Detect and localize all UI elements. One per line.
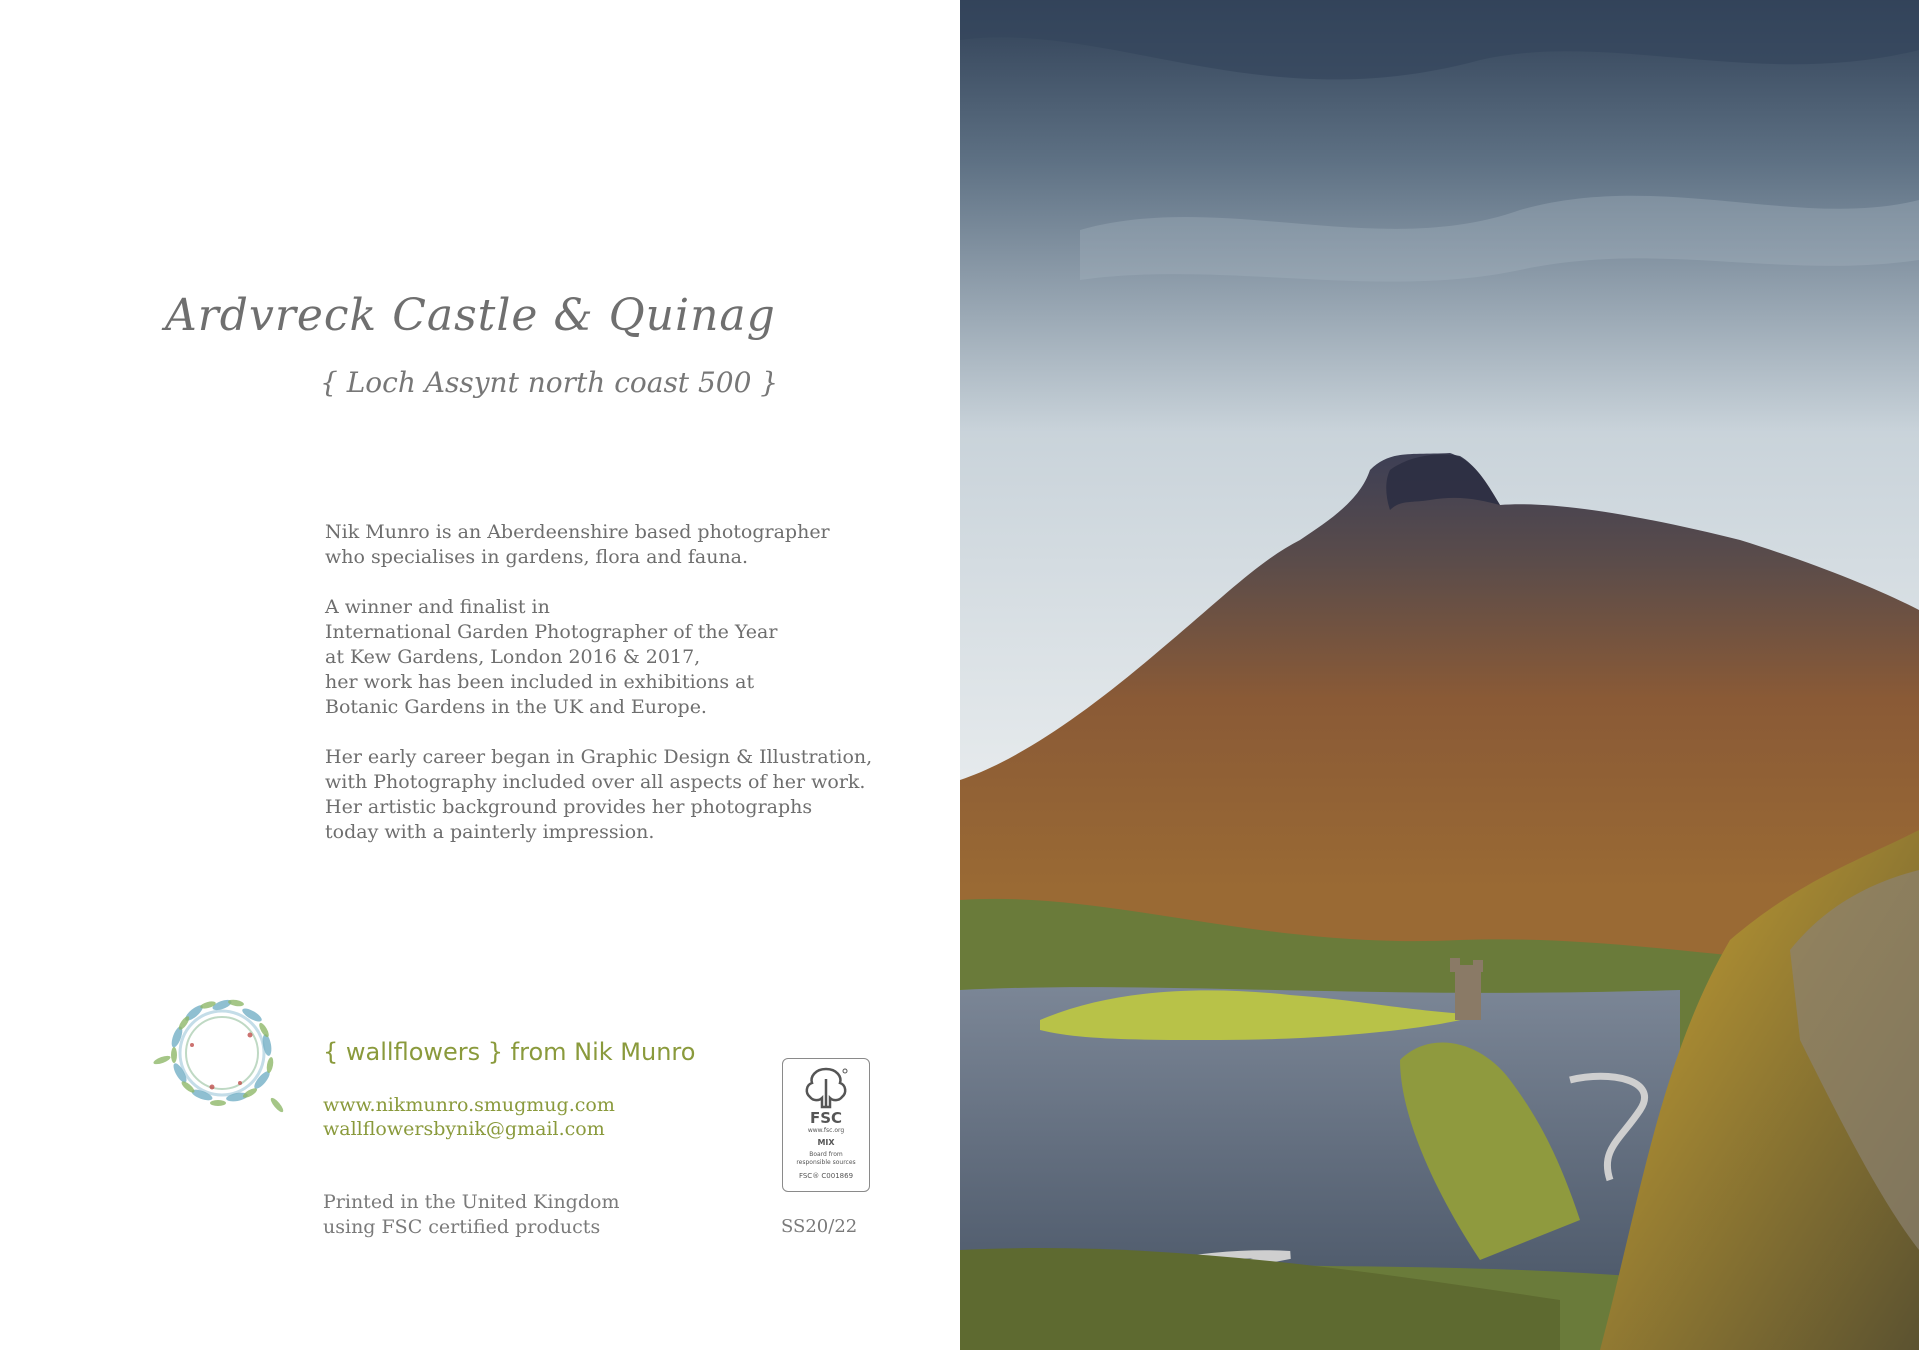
bio-paragraph-2: A winner and finalist in International Garden Photographer of the Year at Kew Gardens, London 2016 & 2017, her work has been included in exhibitions at Botanic Gardens in the UK and Europe. — [325, 596, 778, 718]
leaf-wreath-icon — [152, 975, 292, 1130]
fsc-url: www.fsc.org — [807, 1127, 845, 1134]
printing-note-line-2: using FSC certified products — [323, 1216, 601, 1238]
landscape-photo — [960, 0, 1919, 1350]
printing-note-line-1: Printed in the United Kingdom — [323, 1191, 620, 1213]
bio-paragraph-1: Nik Munro is an Aberdeenshire based photographer who specialises in gardens, flora and fauna. — [325, 521, 830, 568]
fsc-tree-icon — [801, 1065, 851, 1111]
photographer-bio — [325, 520, 925, 870]
contact-details — [323, 1093, 615, 1141]
printing-note — [323, 1190, 619, 1240]
fsc-badge — [782, 1058, 870, 1192]
loch-assynt-landscape-image — [960, 0, 1919, 1350]
fsc-source-line-2: responsible sources — [796, 1159, 856, 1166]
card-subtitle: { Loch Assynt north coast 500 } — [320, 366, 779, 399]
fsc-logo-text: FSC — [809, 1109, 843, 1127]
brand-line: { wallflowers } from Nik Munro — [323, 1038, 696, 1066]
fsc-source-line-1: Board from — [809, 1151, 843, 1158]
bio-paragraph-3: Her early career began in Graphic Design & Illustration, with Photography included over all aspects of her work. Her artistic background provides her photographs today with a painterly impression. — [325, 746, 873, 843]
card-title: Ardvreck Castle & Quinag — [165, 290, 776, 341]
fsc-mix: MIX — [817, 1138, 835, 1147]
fsc-license: FSC® C001869 — [798, 1172, 854, 1180]
website-link[interactable]: www.nikmunro.smugmug.com — [323, 1094, 615, 1116]
email-link[interactable]: wallflowersbynik@gmail.com — [323, 1118, 605, 1140]
product-code: SS20/22 — [781, 1216, 858, 1237]
